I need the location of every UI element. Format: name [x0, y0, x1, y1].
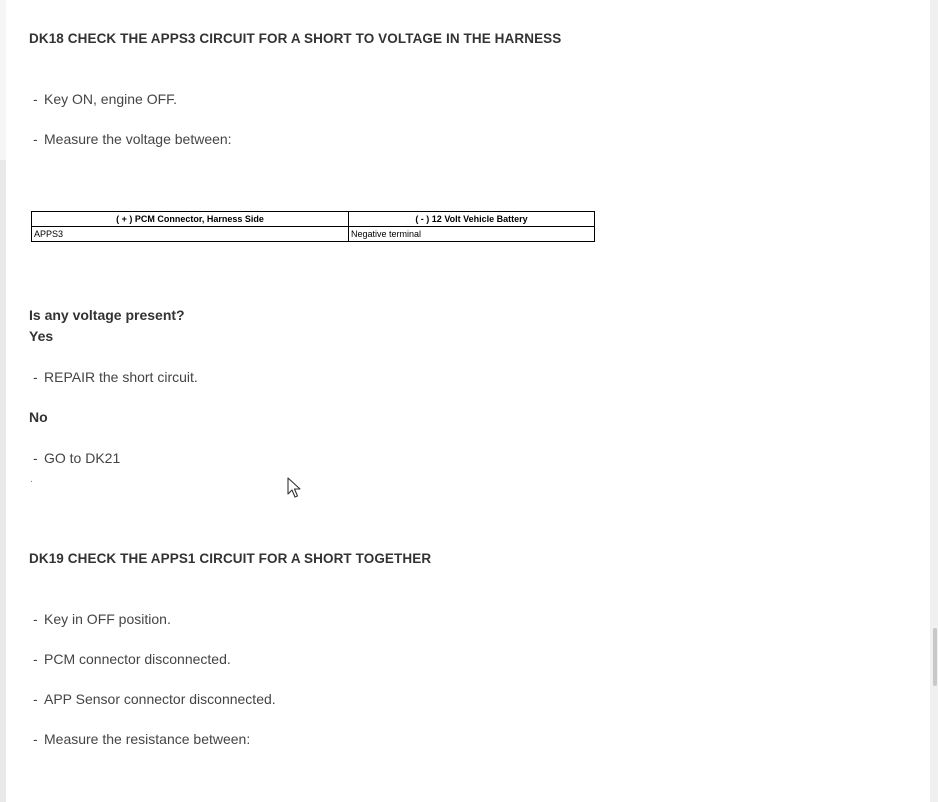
table-header-cell: ( - ) 12 Volt Vehicle Battery — [349, 212, 595, 227]
table-row — [32, 227, 595, 242]
step-text: Key ON, engine OFF. — [44, 91, 178, 107]
bullet-dash: - — [33, 91, 38, 107]
scrollbar-thumb[interactable] — [933, 628, 937, 686]
bullet-dash: - — [33, 651, 38, 667]
step-text: Key in OFF position. — [44, 611, 171, 627]
step-item — [29, 450, 120, 466]
table-header-cell: ( + ) PCM Connector, Harness Side — [32, 212, 349, 227]
step-item — [29, 369, 198, 385]
step-item — [29, 731, 250, 747]
measurement-table — [31, 211, 595, 242]
step-item — [29, 651, 231, 667]
no-label: No — [29, 409, 48, 425]
step-text: GO to DK21 — [44, 450, 121, 466]
table-header-row — [32, 212, 595, 227]
step-text: PCM connector disconnected. — [44, 651, 231, 667]
trailing-period: . — [30, 474, 33, 485]
table-cell: Negative terminal — [349, 227, 595, 242]
mouse-pointer-icon — [287, 477, 301, 499]
step-item — [29, 691, 276, 707]
bullet-dash: - — [33, 369, 38, 385]
document-page — [6, 0, 930, 802]
bullet-dash: - — [33, 731, 38, 747]
table-cell: APPS3 — [32, 227, 349, 242]
step-text: Measure the voltage between: — [44, 131, 232, 147]
step-item — [29, 131, 232, 147]
bullet-dash: - — [33, 450, 38, 466]
bullet-dash: - — [33, 131, 38, 147]
step-text: REPAIR the short circuit. — [44, 369, 198, 385]
step-text: Measure the resistance between: — [44, 731, 251, 747]
step-item — [29, 91, 177, 107]
step-item — [29, 611, 171, 627]
question-text: Is any voltage present? — [29, 307, 185, 323]
bullet-dash: - — [33, 691, 38, 707]
step-text: APP Sensor connector disconnected. — [44, 691, 276, 707]
section-heading-dk19: DK19 CHECK THE APPS1 CIRCUIT FOR A SHORT TOGETHER — [29, 551, 432, 566]
yes-label: Yes — [29, 328, 54, 344]
section-heading-dk18: DK18 CHECK THE APPS3 CIRCUIT FOR A SHORT TO VOLTAGE IN THE HARNESS — [29, 31, 562, 46]
bullet-dash: - — [33, 611, 38, 627]
